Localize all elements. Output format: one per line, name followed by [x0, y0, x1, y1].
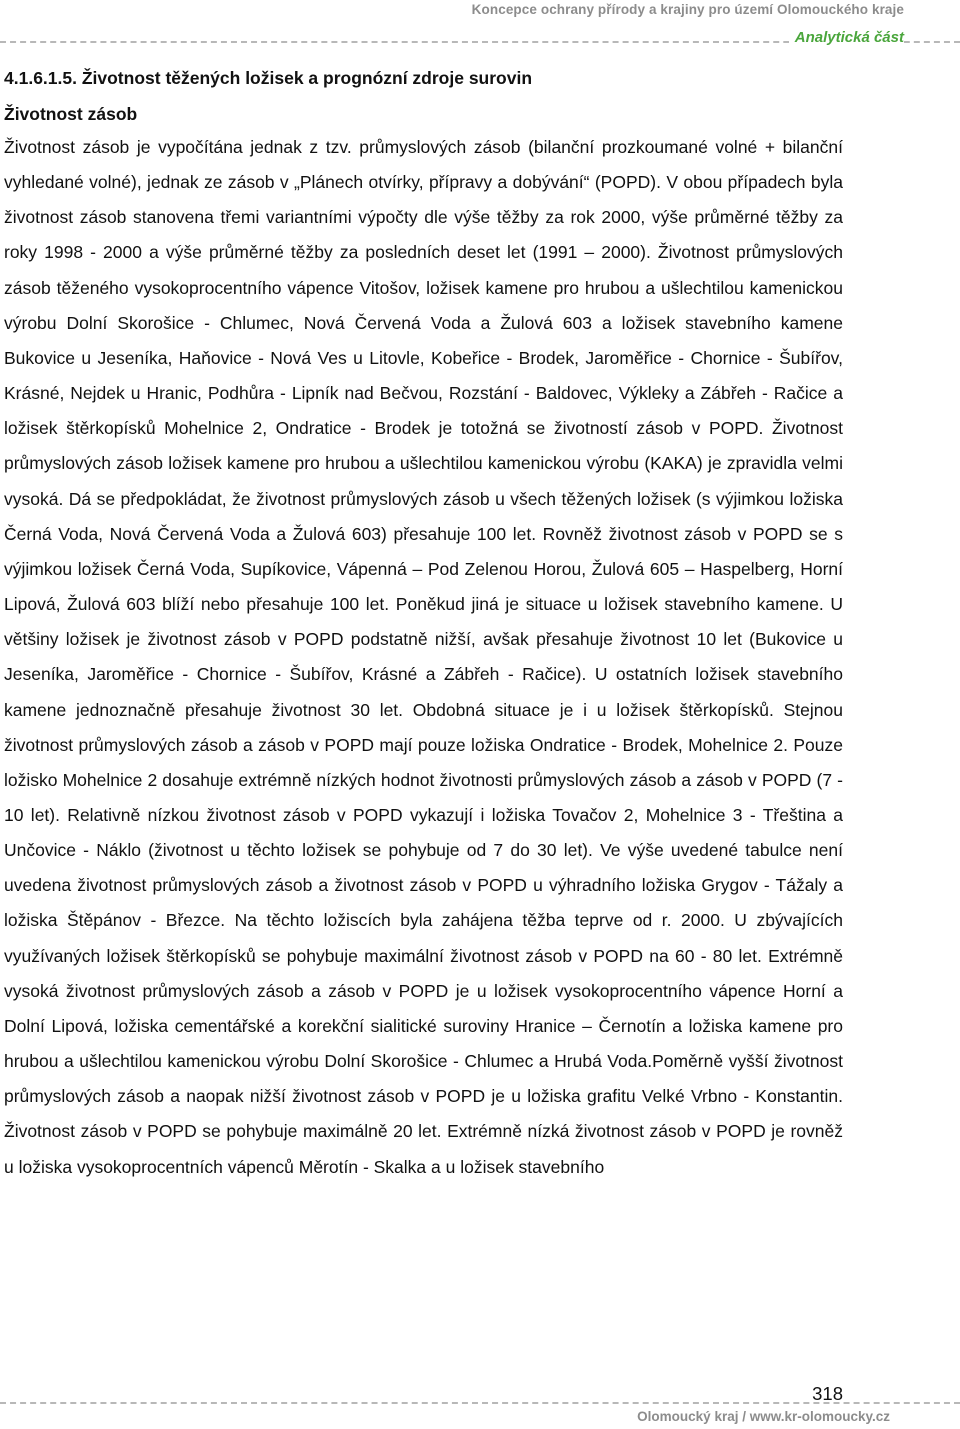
- header-section-label: Analytická část: [789, 29, 904, 46]
- footer-text: Olomoucký kraj / www.kr-olomoucky.cz: [637, 1409, 890, 1424]
- page-number: 318: [812, 1383, 843, 1404]
- header-document-title: Koncepce ochrany přírody a krajiny pro území Olomouckého kraje: [471, 2, 904, 17]
- section-heading: 4.1.6.1.5. Životnost těžených ložisek a prognózní zdroje surovin: [4, 68, 533, 88]
- body-paragraph: Životnost zásob je vypočítána jednak z tzv. průmyslových zásob (bilanční prozkoumané volné + bilanční vyhledané volné), jednak ze zásob v „Plánech otvírky, přípravy a dobývání“ (POPD). V obou případech byla životnost zásob stanovena třemi variantními výpočty dle výše těžby za rok 2000, výše průměrné těžby za roky 1998 - 2000 a výše průměrné těžby za posledních deset let (1991 – 2000). Životnost průmyslových zásob těženého vysokoprocentního vápence Vitošov, ložisek kamene pro hrubou a ušlechtilou kamenickou výrobu Dolní Skorošice - Chlumec, Nová Červená Voda a Žulová 603 a ložisek stavebního kamene Bukovice u Jeseníka, Haňovice - Nová Ves u Litovle, Kobeřice - Brodek, Jaroměřice - Chornice - Šubířov, Krásné, Nejdek u Hranic, Podhůra - Lipník nad Bečvou, Rozstání - Baldovec, Výkleky a Zábřeh - Račice a ložisek štěrkopísků Mohelnice 2, Ondratice - Brodek je totožná se životností zásob v POPD. Životnost průmyslových zásob ložisek kamene pro hrubou a ušlechtilou kamenickou výrobu (KAKA) je zpravidla velmi vysoká. Dá se předpokládat, že životnost průmyslových zásob u všech těžených ložisek (s výjimkou ložiska Černá Voda, Nová Červená Voda a Žulová 603) přesahuje 100 let. Rovněž životnost zásob v POPD se s výjimkou ložisek Černá Voda, Supíkovice, Vápenná – Pod Zelenou Horou, Žulová 605 – Haspelberg, Horní Lipová, Žulová 603 blíží nebo přesahuje 100 let. Poněkud jiná je situace u ložisek stavebního kamene. U většiny ložisek je životnost zásob v POPD podstatně nižší, avšak přesahuje životnost 10 let (Bukovice u Jeseníka, Jaroměřice - Chornice - Šubířov, Krásné a Zábřeh - Račice). U ostatních ložisek stavebního kamene jednoznačně přesahuje životnost 30 let. Obdobná situace je i u ložisek štěrkopísků. Stejnou životnost průmyslových zásob a zásob v POPD mají pouze ložiska Ondratice - Brodek, Mohelnice 2. Pouze ložisko Mohelnice 2 dosahuje extrémně nízkých hodnot životnosti průmyslových zásob a zásob v POPD (7 - 10 let). Relativně nízkou životnost zásob v POPD vykazují i ložiska Tovačov 2, Mohelnice 3 - Třeština a Unčovice - Náklo (životnost u těchto ložisek se pohybuje od 7 do 30 let). Ve výše uvedené tabulce není uvedena životnost průmyslových zásob a životnost zásob v POPD u výhradního ložiska Grygov - Tážaly a ložiska Štěpánov - Březce. Na těchto ložiscích byla zahájena těžba teprve od r. 2000. U zbývajících využívaných ložisek štěrkopísků se pohybuje maximální životnost zásob v POPD na 60 - 80 let. Extrémně vysoká životnost průmyslových zásob a zásob v POPD je u ložisek vysokoprocentního vápence Horní a Dolní Lipová, ložiska cementářské a korekční sialitické suroviny Hranice – Černotín a ložiska kamene pro hrubou a ušlechtilou kamenickou výrobu Dolní Skorošice - Chlumec a Hrubá Voda.Poměrně vyšší životnost průmyslových zásob a naopak nižší životnost zásob v POPD je u ložiska grafitu Velké Vrbno - Konstantin. Životnost zásob v POPD se pohybuje maximálně 20 let. Extrémně nízká životnost zásob v POPD je rovněž u ložiska vysokoprocentních vápenců Měrotín - Skalka a u ložisek stavebního: [4, 137, 843, 1177]
- footer-divider: [0, 1402, 960, 1404]
- subsection-heading: Životnost zásob: [4, 104, 138, 124]
